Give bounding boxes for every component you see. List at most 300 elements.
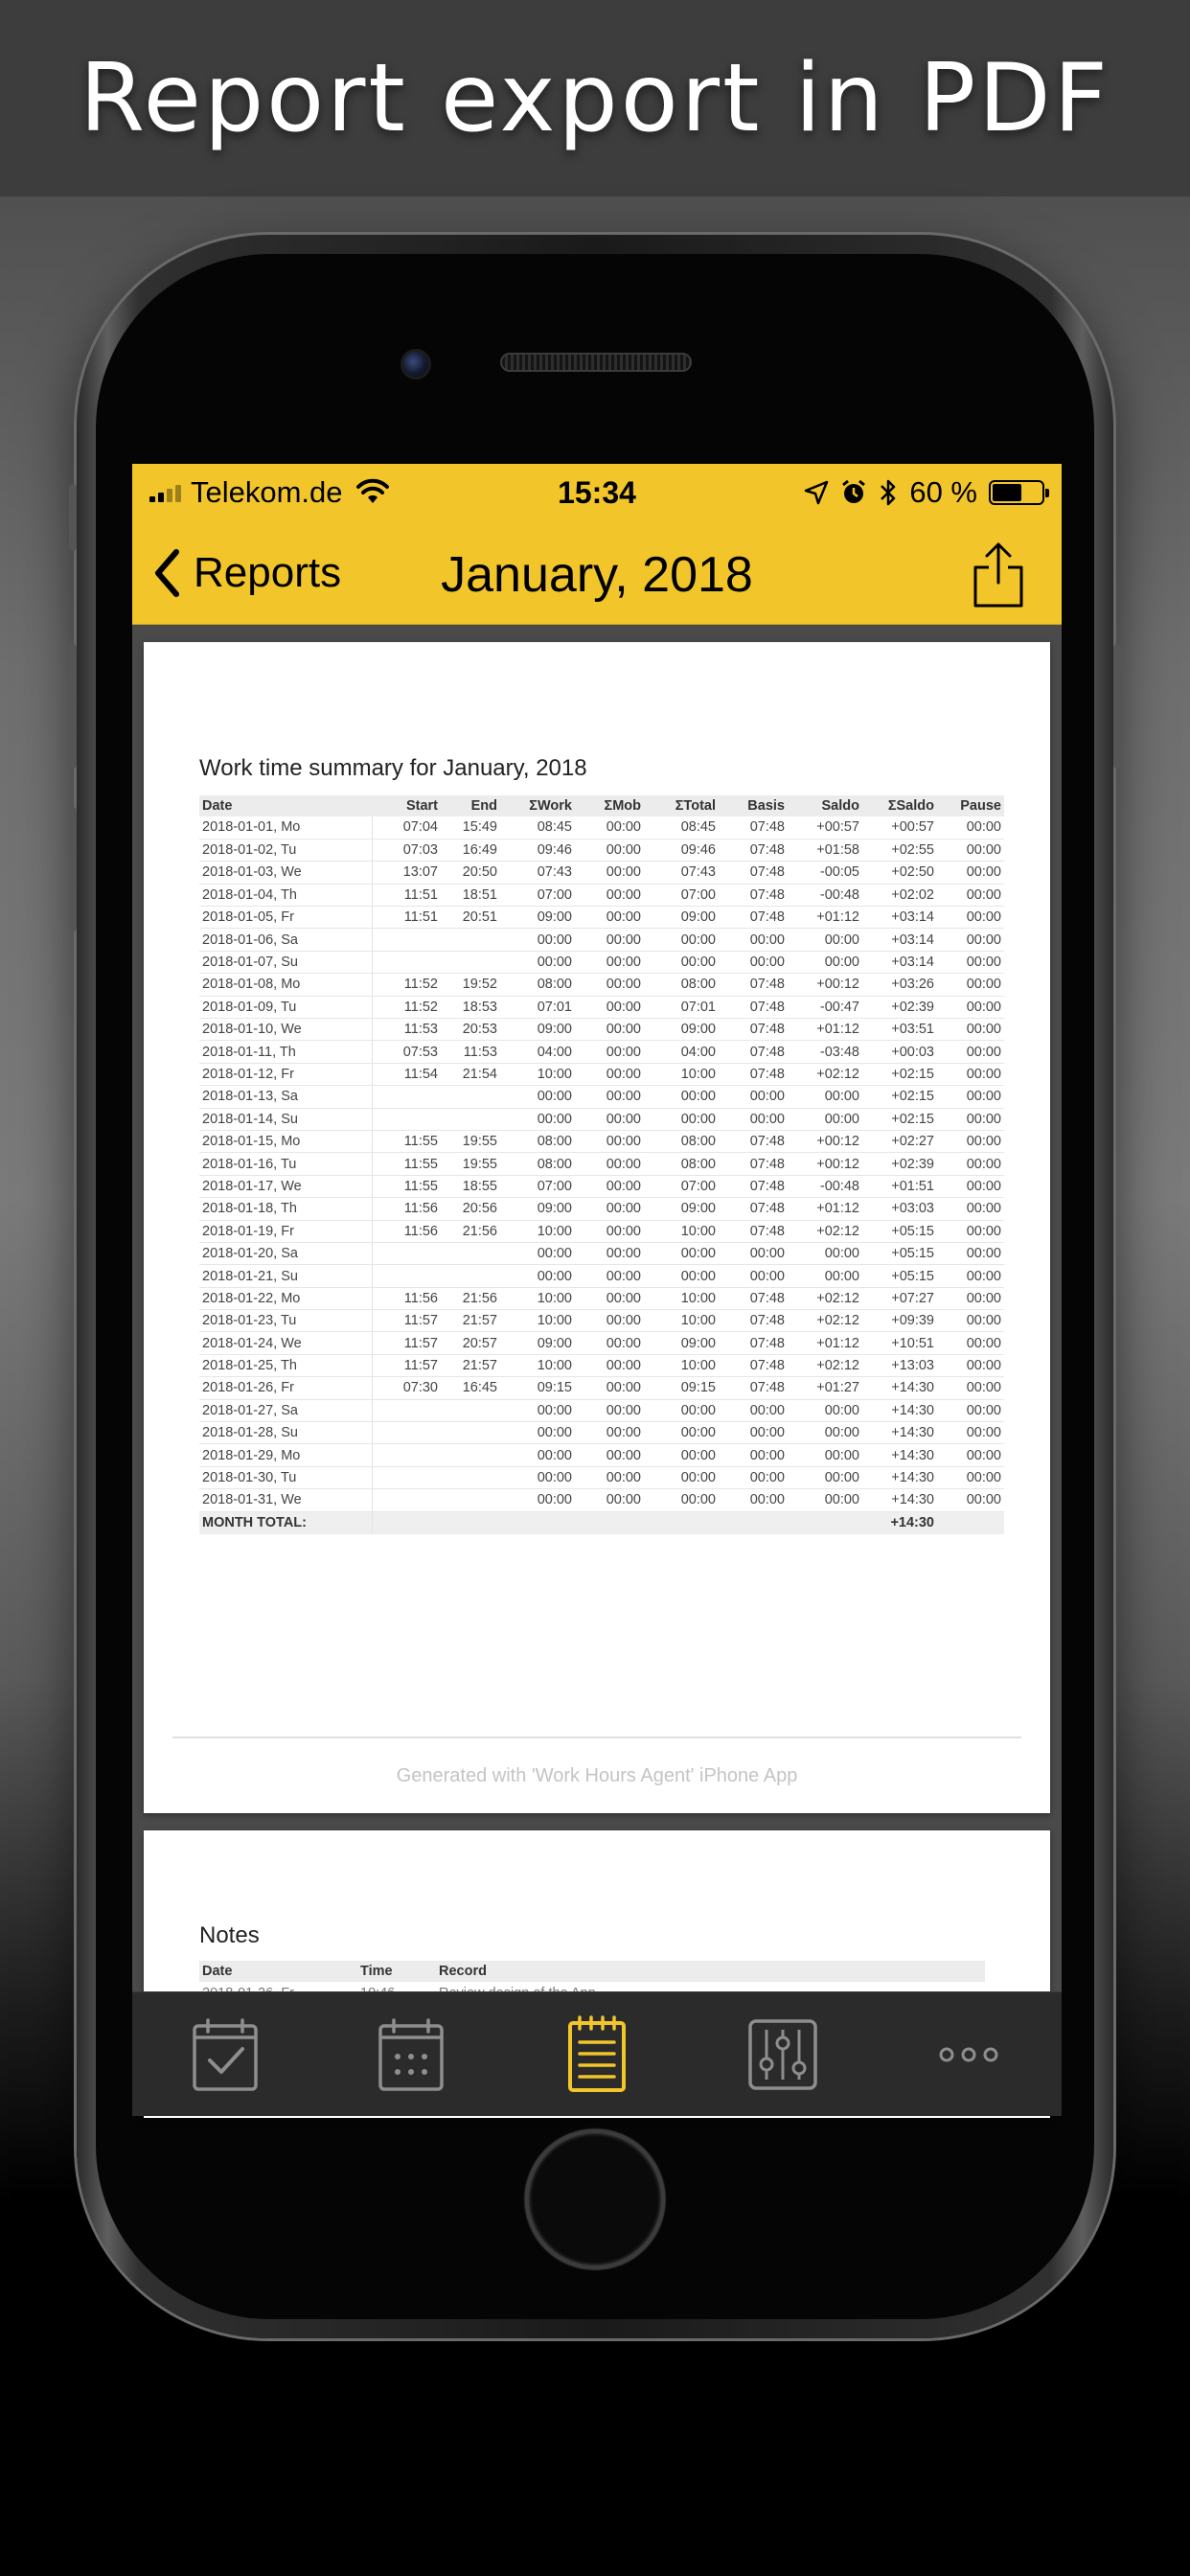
table-cell: 00:00 [644, 1399, 719, 1421]
table-cell: 10:00 [500, 1063, 575, 1085]
tab-calendar[interactable] [354, 2007, 469, 2103]
table-cell: 13:07 [372, 862, 441, 884]
table-cell: 00:00 [937, 1130, 1004, 1152]
report-column-header: ΣWork [500, 795, 575, 816]
table-cell: 07:01 [500, 996, 575, 1018]
table-cell: 2018-01-08, Mo [199, 974, 372, 996]
table-cell: 11:53 [441, 1041, 500, 1063]
table-cell: 07:03 [372, 839, 441, 861]
table-cell: -00:48 [788, 884, 862, 906]
table-cell: 00:00 [575, 996, 644, 1018]
table-cell: 07:48 [719, 1063, 788, 1085]
page-title: January, 2018 [441, 547, 753, 603]
share-button[interactable] [970, 540, 1027, 610]
table-cell: 21:57 [441, 1310, 500, 1332]
table-cell: 00:00 [575, 974, 644, 996]
table-cell: 2018-01-12, Fr [199, 1063, 372, 1085]
report-column-header: ΣSaldo [862, 795, 937, 816]
table-cell: 00:00 [644, 951, 719, 973]
report-column-header: Date [199, 795, 372, 816]
power-button [1113, 644, 1121, 769]
table-cell: 07:43 [644, 862, 719, 884]
table-cell: 00:00 [575, 1354, 644, 1376]
table-cell [644, 1511, 719, 1533]
table-row [199, 1153, 1004, 1175]
table-cell: +00:12 [788, 1153, 862, 1175]
table-cell: 00:00 [644, 1422, 719, 1444]
earpiece-speaker [500, 353, 692, 372]
table-cell: 07:01 [644, 996, 719, 1018]
table-cell: 00:00 [937, 974, 1004, 996]
table-row [199, 884, 1004, 906]
volume-down-button [69, 807, 77, 932]
table-cell: 00:00 [937, 951, 1004, 973]
table-row [199, 1086, 1004, 1108]
table-cell [441, 1399, 500, 1421]
table-cell: 07:30 [372, 1377, 441, 1399]
table-cell [441, 929, 500, 951]
table-cell: 20:50 [441, 862, 500, 884]
table-cell [441, 1444, 500, 1466]
table-cell: 19:55 [441, 1130, 500, 1152]
table-cell: +02:27 [862, 1130, 937, 1152]
table-cell: 00:00 [575, 1399, 644, 1421]
tab-daily-checklist[interactable] [168, 2007, 283, 2103]
table-cell: 07:48 [719, 1220, 788, 1242]
carrier-name: Telekom.de [191, 475, 343, 509]
table-cell: 00:00 [719, 1422, 788, 1444]
table-cell: 07:48 [719, 816, 788, 839]
table-cell: 00:00 [719, 1086, 788, 1108]
notes-column-header: Time [357, 1961, 436, 1982]
table-cell: 07:48 [719, 1041, 788, 1063]
table-cell: 00:00 [937, 1108, 1004, 1130]
table-cell [372, 1399, 441, 1421]
table-cell: 2018-01-27, Sa [199, 1399, 372, 1421]
table-cell: 00:00 [575, 929, 644, 951]
table-cell: 11:54 [372, 1063, 441, 1085]
table-cell: 00:00 [937, 1019, 1004, 1041]
table-cell: 15:49 [441, 816, 500, 839]
table-cell: +01:27 [788, 1377, 862, 1399]
table-cell: 00:00 [500, 1399, 575, 1421]
table-cell [575, 1511, 644, 1533]
table-cell: 00:00 [575, 1086, 644, 1108]
table-cell: +14:30 [862, 1377, 937, 1399]
table-cell: 09:00 [500, 1198, 575, 1220]
table-cell: 07:00 [644, 884, 719, 906]
table-cell: 11:56 [372, 1287, 441, 1309]
table-cell [372, 929, 441, 951]
table-cell: 2018-01-06, Sa [199, 929, 372, 951]
table-cell: +00:03 [862, 1041, 937, 1063]
phone-screen [132, 464, 1062, 2116]
table-cell: 07:48 [719, 1175, 788, 1197]
report-column-header: Basis [719, 795, 788, 816]
table-cell: 00:00 [719, 1489, 788, 1511]
table-cell: 00:00 [788, 1265, 862, 1287]
table-cell: 00:00 [575, 816, 644, 839]
mute-switch [69, 484, 77, 551]
table-cell: 07:48 [719, 1377, 788, 1399]
table-cell: 09:00 [500, 1332, 575, 1354]
table-cell: +10:51 [862, 1332, 937, 1354]
table-cell: 11:51 [372, 907, 441, 929]
sliders-icon [747, 2018, 818, 2091]
table-cell: 18:55 [441, 1175, 500, 1197]
share-icon [970, 540, 1027, 610]
table-cell: 2018-01-31, We [199, 1489, 372, 1511]
report-table [199, 795, 1004, 1534]
table-cell: 00:00 [719, 1108, 788, 1130]
table-row [199, 929, 1004, 951]
battery-percent: 60 % [909, 475, 977, 509]
table-cell: 00:00 [937, 929, 1004, 951]
table-cell: 00:00 [719, 1444, 788, 1466]
month-total-saldo: +14:30 [862, 1511, 937, 1533]
table-row [199, 1265, 1004, 1287]
table-cell [372, 951, 441, 973]
home-button[interactable] [525, 2129, 665, 2269]
table-cell: 2018-01-03, We [199, 862, 372, 884]
table-cell: 07:48 [719, 974, 788, 996]
report-column-header: Saldo [788, 795, 862, 816]
table-row [199, 1130, 1004, 1152]
table-row [199, 907, 1004, 929]
table-cell: 00:00 [719, 951, 788, 973]
table-row [199, 1019, 1004, 1041]
table-cell: 10:00 [500, 1354, 575, 1376]
table-cell: 00:00 [719, 1466, 788, 1488]
table-cell: 00:00 [719, 929, 788, 951]
table-cell: 00:00 [937, 1242, 1004, 1264]
table-cell: 09:46 [500, 839, 575, 861]
table-cell: +02:12 [788, 1063, 862, 1085]
table-cell: 19:52 [441, 974, 500, 996]
table-cell: 11:57 [372, 1332, 441, 1354]
status-time: 15:34 [558, 474, 636, 510]
table-cell: +02:55 [862, 839, 937, 861]
table-cell [372, 1422, 441, 1444]
table-cell: 2018-01-30, Tu [199, 1466, 372, 1488]
table-cell [788, 1511, 862, 1533]
table-cell: 00:00 [788, 1422, 862, 1444]
table-cell: 11:55 [372, 1175, 441, 1197]
table-cell: 00:00 [937, 816, 1004, 839]
table-cell: 2018-01-09, Tu [199, 996, 372, 1018]
table-cell: 00:00 [575, 1153, 644, 1175]
table-row [199, 1310, 1004, 1332]
table-cell: 00:00 [500, 1265, 575, 1287]
table-cell: 00:00 [937, 907, 1004, 929]
table-cell: 10:00 [500, 1287, 575, 1309]
table-cell: 07:48 [719, 996, 788, 1018]
table-cell: 00:00 [575, 1198, 644, 1220]
table-cell: 00:00 [937, 1332, 1004, 1354]
table-cell: 00:00 [937, 1422, 1004, 1444]
table-cell: 09:00 [644, 907, 719, 929]
table-cell [441, 1086, 500, 1108]
table-cell: 00:00 [644, 1489, 719, 1511]
wifi-icon [356, 480, 389, 505]
table-cell: 04:00 [500, 1041, 575, 1063]
table-cell: 20:51 [441, 907, 500, 929]
table-cell: 11:56 [372, 1220, 441, 1242]
table-cell: +05:15 [862, 1220, 937, 1242]
table-cell: 07:48 [719, 884, 788, 906]
front-camera [400, 349, 431, 380]
report-body [199, 816, 1004, 1534]
report-column-header: Start [372, 795, 441, 816]
table-cell: +02:15 [862, 1063, 937, 1085]
table-cell: 09:15 [644, 1377, 719, 1399]
table-cell: 09:00 [644, 1332, 719, 1354]
navigation-bar [132, 521, 1062, 625]
table-row [199, 1063, 1004, 1085]
table-row [199, 1332, 1004, 1354]
table-cell: 00:00 [575, 1108, 644, 1130]
signal-strength-icon [149, 483, 181, 502]
table-cell: +00:57 [788, 816, 862, 839]
notepad-icon [566, 2015, 628, 2094]
table-cell: 00:00 [644, 1444, 719, 1466]
table-cell: 2018-01-26, Fr [199, 1377, 372, 1399]
table-cell: 00:00 [788, 929, 862, 951]
table-cell: 00:00 [788, 1086, 862, 1108]
table-cell: +09:39 [862, 1310, 937, 1332]
table-cell: 2018-01-21, Su [199, 1265, 372, 1287]
battery-icon [989, 480, 1044, 505]
table-cell: 2018-01-14, Su [199, 1108, 372, 1130]
table-cell: +02:15 [862, 1086, 937, 1108]
table-cell: +02:39 [862, 1153, 937, 1175]
table-cell: 2018-01-23, Tu [199, 1310, 372, 1332]
table-cell: 11:57 [372, 1354, 441, 1376]
table-cell: +00:12 [788, 1130, 862, 1152]
table-cell: +14:30 [862, 1422, 937, 1444]
table-cell: +05:15 [862, 1242, 937, 1264]
pdf-preview-scroll[interactable] [132, 625, 1062, 1979]
chevron-left-icon [153, 548, 180, 598]
table-cell: 07:48 [719, 1287, 788, 1309]
table-cell: 07:53 [372, 1041, 441, 1063]
table-cell [441, 1242, 500, 1264]
table-cell: 00:00 [644, 1466, 719, 1488]
table-cell: 00:00 [788, 1399, 862, 1421]
table-cell: 00:00 [937, 1399, 1004, 1421]
table-cell: 2018-01-29, Mo [199, 1444, 372, 1466]
table-cell [372, 1489, 441, 1511]
table-cell: 07:48 [719, 907, 788, 929]
table-cell: 2018-01-20, Sa [199, 1242, 372, 1264]
table-cell: -03:48 [788, 1041, 862, 1063]
table-cell: 00:00 [937, 1041, 1004, 1063]
table-cell: 00:00 [575, 1175, 644, 1197]
table-cell: 11:51 [372, 884, 441, 906]
table-row [199, 1444, 1004, 1466]
footer-divider [172, 1736, 1021, 1738]
table-cell: 00:00 [575, 1332, 644, 1354]
table-cell: +03:14 [862, 907, 937, 929]
table-cell: 21:56 [441, 1220, 500, 1242]
more-dots-icon [937, 2045, 1000, 2064]
table-cell: +03:14 [862, 929, 937, 951]
table-cell: 16:49 [441, 839, 500, 861]
notes-column-header: Date [199, 1961, 357, 1982]
table-cell: 00:00 [644, 1108, 719, 1130]
table-row [199, 862, 1004, 884]
table-cell: 08:00 [644, 1130, 719, 1152]
table-cell: 18:53 [441, 996, 500, 1018]
table-cell: 00:00 [575, 1019, 644, 1041]
table-cell: 08:00 [500, 974, 575, 996]
location-arrow-icon [804, 480, 829, 505]
table-cell: 00:00 [575, 884, 644, 906]
table-cell: 11:55 [372, 1130, 441, 1152]
table-cell: 2018-01-10, We [199, 1019, 372, 1041]
table-cell: 00:00 [644, 1242, 719, 1264]
table-cell: +00:12 [788, 974, 862, 996]
table-cell: 09:00 [500, 1019, 575, 1041]
status-bar [132, 464, 1062, 521]
promo-banner [0, 0, 1190, 196]
table-cell: 00:00 [937, 839, 1004, 861]
table-row [199, 1422, 1004, 1444]
table-cell: 07:48 [719, 1153, 788, 1175]
table-cell: 07:00 [500, 884, 575, 906]
status-right-group [804, 475, 1044, 510]
table-cell: +02:12 [788, 1220, 862, 1242]
table-cell: 18:51 [441, 884, 500, 906]
table-cell: +01:12 [788, 1019, 862, 1041]
table-cell: +02:15 [862, 1108, 937, 1130]
table-cell: 2018-01-18, Th [199, 1198, 372, 1220]
table-cell: 00:00 [500, 1466, 575, 1488]
back-button[interactable] [153, 544, 341, 602]
table-cell: 09:15 [500, 1377, 575, 1399]
table-cell: 08:00 [644, 974, 719, 996]
table-cell: 2018-01-15, Mo [199, 1130, 372, 1152]
table-cell: 00:00 [719, 1399, 788, 1421]
table-cell: +01:51 [862, 1175, 937, 1197]
table-cell: 00:00 [937, 1310, 1004, 1332]
alarm-clock-icon [840, 479, 867, 506]
table-cell: 2018-01-02, Tu [199, 839, 372, 861]
table-cell: 10:00 [644, 1220, 719, 1242]
table-cell: 00:00 [788, 1489, 862, 1511]
report-column-header: Pause [937, 795, 1004, 816]
table-cell: 07:48 [719, 1354, 788, 1376]
table-cell: 07:48 [719, 1332, 788, 1354]
table-cell: +01:12 [788, 1198, 862, 1220]
report-column-header: ΣTotal [644, 795, 719, 816]
table-cell: 00:00 [500, 1422, 575, 1444]
table-cell: 00:00 [719, 1265, 788, 1287]
table-cell: 00:00 [575, 1220, 644, 1242]
tab-settings[interactable] [725, 2007, 840, 2103]
notes-column-header: Record [436, 1961, 985, 1982]
table-cell: +14:30 [862, 1466, 937, 1488]
table-cell: 2018-01-16, Tu [199, 1153, 372, 1175]
table-cell: 08:45 [644, 816, 719, 839]
table-cell: 20:53 [441, 1019, 500, 1041]
table-cell: +02:50 [862, 862, 937, 884]
table-cell [372, 1242, 441, 1264]
tab-reports[interactable] [539, 2007, 654, 2103]
table-cell [372, 1108, 441, 1130]
table-cell: 00:00 [575, 1466, 644, 1488]
table-cell: +14:30 [862, 1489, 937, 1511]
table-cell: 00:00 [500, 1242, 575, 1264]
bluetooth-icon [879, 478, 898, 507]
table-cell: 00:00 [575, 1489, 644, 1511]
table-cell: 00:00 [575, 839, 644, 861]
table-row [199, 1354, 1004, 1376]
table-row [199, 1175, 1004, 1197]
table-cell: 08:00 [500, 1153, 575, 1175]
table-cell: 00:00 [937, 1175, 1004, 1197]
calendar-grid-icon [377, 2016, 446, 2093]
table-cell: 11:56 [372, 1198, 441, 1220]
table-cell: 2018-01-01, Mo [199, 816, 372, 839]
month-total-label: MONTH TOTAL: [199, 1511, 372, 1533]
table-cell [719, 1511, 788, 1533]
table-cell [441, 1108, 500, 1130]
table-cell: 00:00 [575, 907, 644, 929]
table-cell: 00:00 [500, 1489, 575, 1511]
calendar-check-icon [191, 2016, 260, 2093]
notes-header-row [199, 1961, 985, 1982]
month-total-row [199, 1511, 1004, 1533]
table-cell: 07:48 [719, 1198, 788, 1220]
pdf-footer-text: Generated with 'Work Hours Agent' iPhone App [396, 1765, 798, 1786]
table-cell: 00:00 [788, 1444, 862, 1466]
table-cell: 2018-01-19, Fr [199, 1220, 372, 1242]
table-cell: 10:00 [500, 1310, 575, 1332]
table-cell: 21:56 [441, 1287, 500, 1309]
table-cell: 00:00 [937, 1265, 1004, 1287]
table-cell: 00:00 [788, 1466, 862, 1488]
table-cell: 20:56 [441, 1198, 500, 1220]
table-cell: 20:57 [441, 1332, 500, 1354]
table-cell [372, 1444, 441, 1466]
table-row [199, 951, 1004, 973]
table-cell [372, 1511, 441, 1533]
table-cell: 00:00 [575, 1130, 644, 1152]
back-button-label: Reports [194, 549, 342, 596]
table-cell [441, 1466, 500, 1488]
table-cell [441, 1265, 500, 1287]
table-row [199, 839, 1004, 861]
table-cell: -00:47 [788, 996, 862, 1018]
table-cell: 2018-01-22, Mo [199, 1287, 372, 1309]
table-cell: 00:00 [937, 1153, 1004, 1175]
table-cell: +03:14 [862, 951, 937, 973]
table-cell [441, 951, 500, 973]
table-cell: 10:00 [644, 1354, 719, 1376]
table-cell: +03:03 [862, 1198, 937, 1220]
table-cell: 21:57 [441, 1354, 500, 1376]
table-cell: 08:45 [500, 816, 575, 839]
table-cell: 00:00 [788, 1242, 862, 1264]
tab-more[interactable] [911, 2007, 1026, 2103]
table-cell: +02:12 [788, 1310, 862, 1332]
table-row [199, 1489, 1004, 1511]
table-cell: 2018-01-25, Th [199, 1354, 372, 1376]
table-cell: 00:00 [575, 1041, 644, 1063]
table-cell: 00:00 [500, 929, 575, 951]
notes-title: Notes [199, 1922, 260, 1948]
